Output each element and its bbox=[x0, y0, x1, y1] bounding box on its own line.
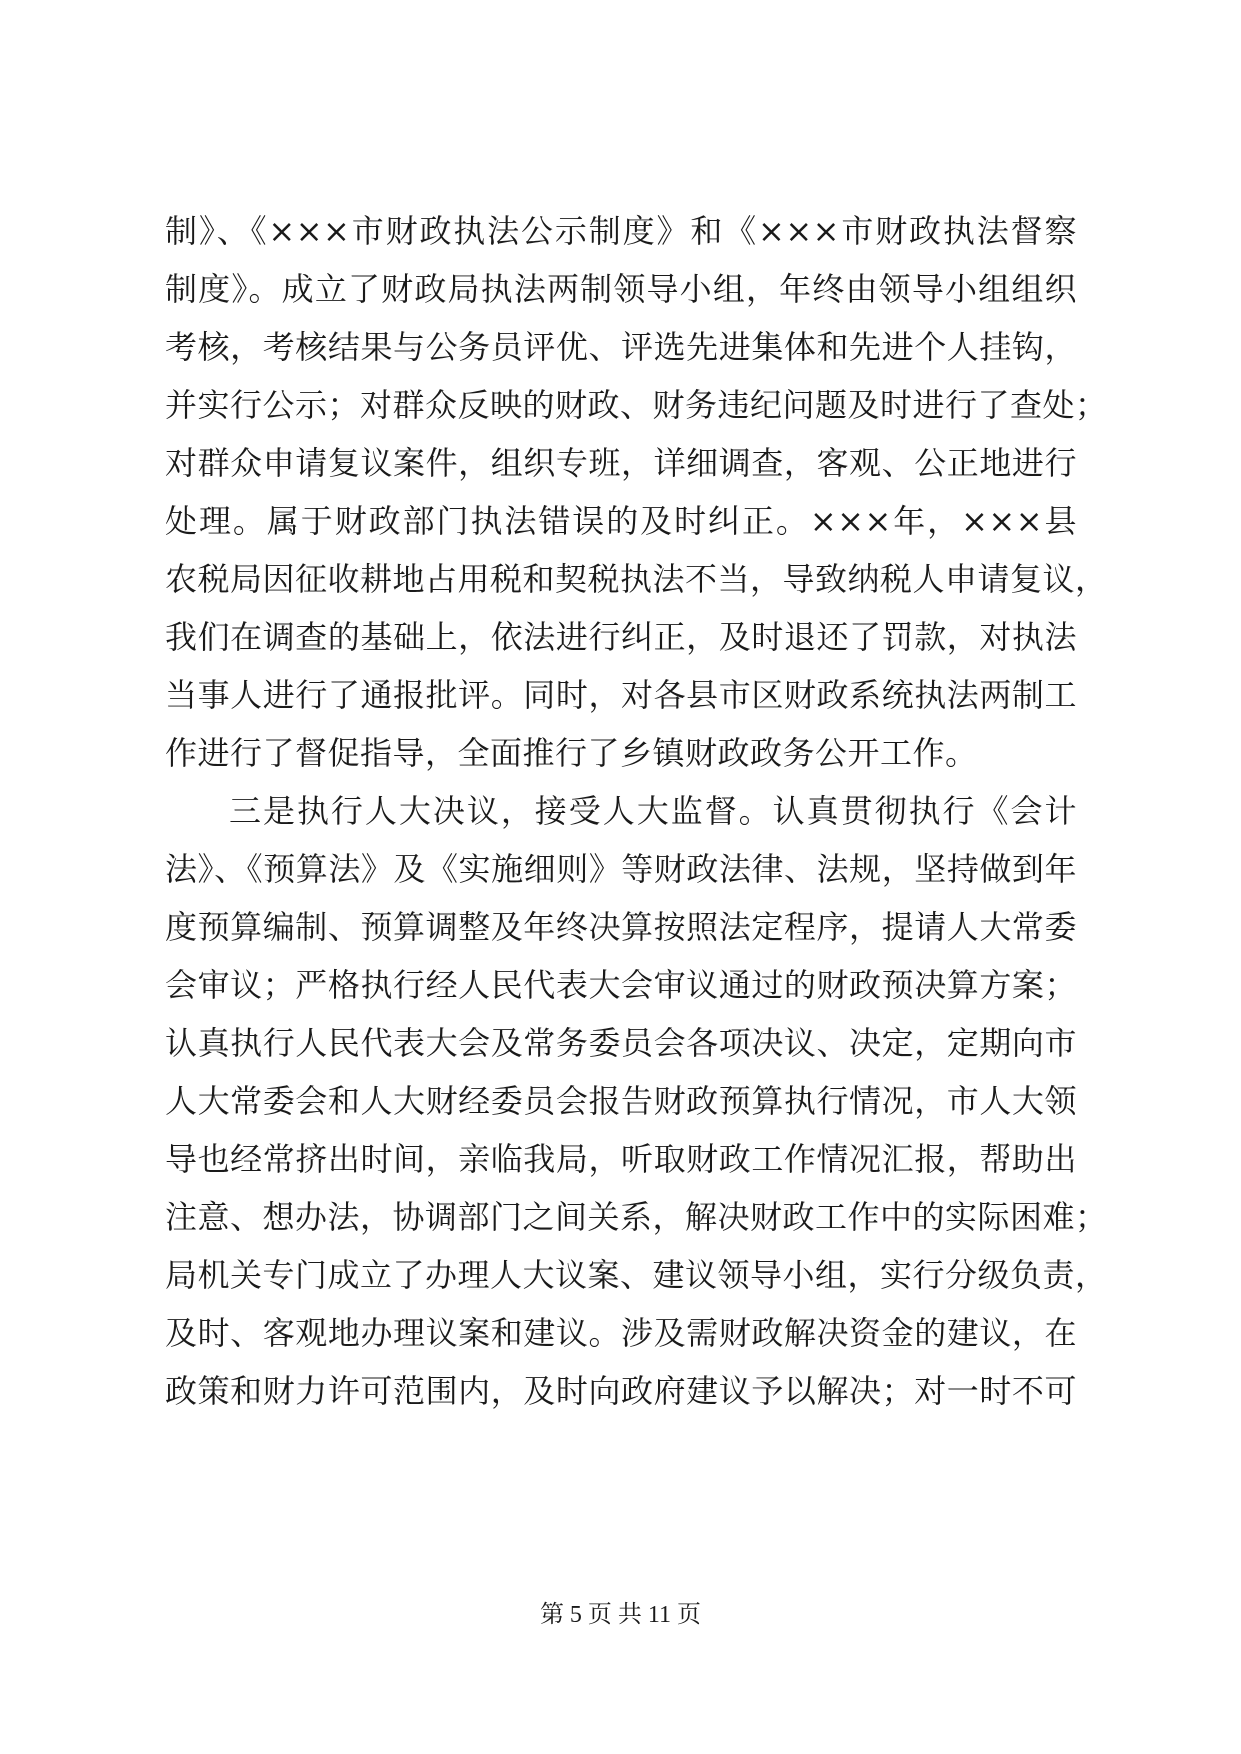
paragraph2-line-7: 导也经常挤出时间，亲临我局，听取财政工作情况汇报，帮助出 bbox=[165, 1140, 1077, 1178]
paragraph2-line-3: 度预算编制、预算调整及年终决算按照法定程序，提请人大常委 bbox=[165, 908, 1077, 946]
paragraph2-line-8: 注意、想办法，协调部门之间关系，解决财政工作中的实际困难； bbox=[165, 1198, 1108, 1236]
paragraph2-line-4: 会审议；严格执行经人民代表大会审议通过的财政预决算方案； bbox=[165, 966, 1077, 1004]
page-number-footer: 第 5 页 共 11 页 bbox=[539, 1602, 702, 1628]
paragraph1-line-8: 我们在调查的基础上，依法进行纠正，及时退还了罚款，对执法 bbox=[165, 618, 1077, 656]
paragraph2-line-2: 法》、《预算法》及《实施细则》等财政法律、法规，坚持做到年 bbox=[165, 850, 1077, 888]
paragraph1-line-2: 制度》。成立了财政局执法两制领导小组，年终由领导小组组织 bbox=[165, 270, 1077, 308]
paragraph2-line-5: 认真执行人民代表大会及常务委员会各项决议、决定，定期向市 bbox=[165, 1024, 1077, 1062]
paragraph1-line-3: 考核，考核结果与公务员评优、评选先进集体和先进个人挂钩， bbox=[165, 328, 1077, 366]
paragraph2-line-1: 三是执行人大决议，接受人大监督。认真贯彻执行《会计 bbox=[229, 792, 1077, 830]
paragraph1-line-9: 当事人进行了通报批评。同时，对各县市区财政系统执法两制工 bbox=[165, 676, 1077, 714]
paragraph1-line-1: 制》、《×××市财政执法公示制度》和《×××市财政执法督察 bbox=[165, 212, 1077, 250]
paragraph2-line-9: 局机关专门成立了办理人大议案、建议领导小组，实行分级负责， bbox=[165, 1256, 1108, 1294]
paragraph1-line-4: 并实行公示；对群众反映的财政、财务违纪问题及时进行了查处； bbox=[165, 386, 1108, 424]
paragraph2-line-6: 人大常委会和人大财经委员会报告财政预算执行情况，市人大领 bbox=[165, 1082, 1077, 1120]
paragraph1-line-7: 农税局因征收耕地占用税和契税执法不当，导致纳税人申请复议， bbox=[165, 560, 1108, 598]
paragraph1-line-10: 作进行了督促指导，全面推行了乡镇财政政务公开工作。 bbox=[165, 734, 978, 772]
paragraph2-line-10: 及时、客观地办理议案和建议。涉及需财政解决资金的建议，在 bbox=[165, 1314, 1077, 1352]
paragraph1-line-6: 处理。属于财政部门执法错误的及时纠正。×××年，×××县 bbox=[165, 502, 1077, 540]
paragraph1-line-5: 对群众申请复议案件，组织专班，详细调查，客观、公正地进行 bbox=[165, 444, 1077, 482]
paragraph2-line-11: 政策和财力许可范围内，及时向政府建议予以解决；对一时不可 bbox=[165, 1372, 1077, 1410]
